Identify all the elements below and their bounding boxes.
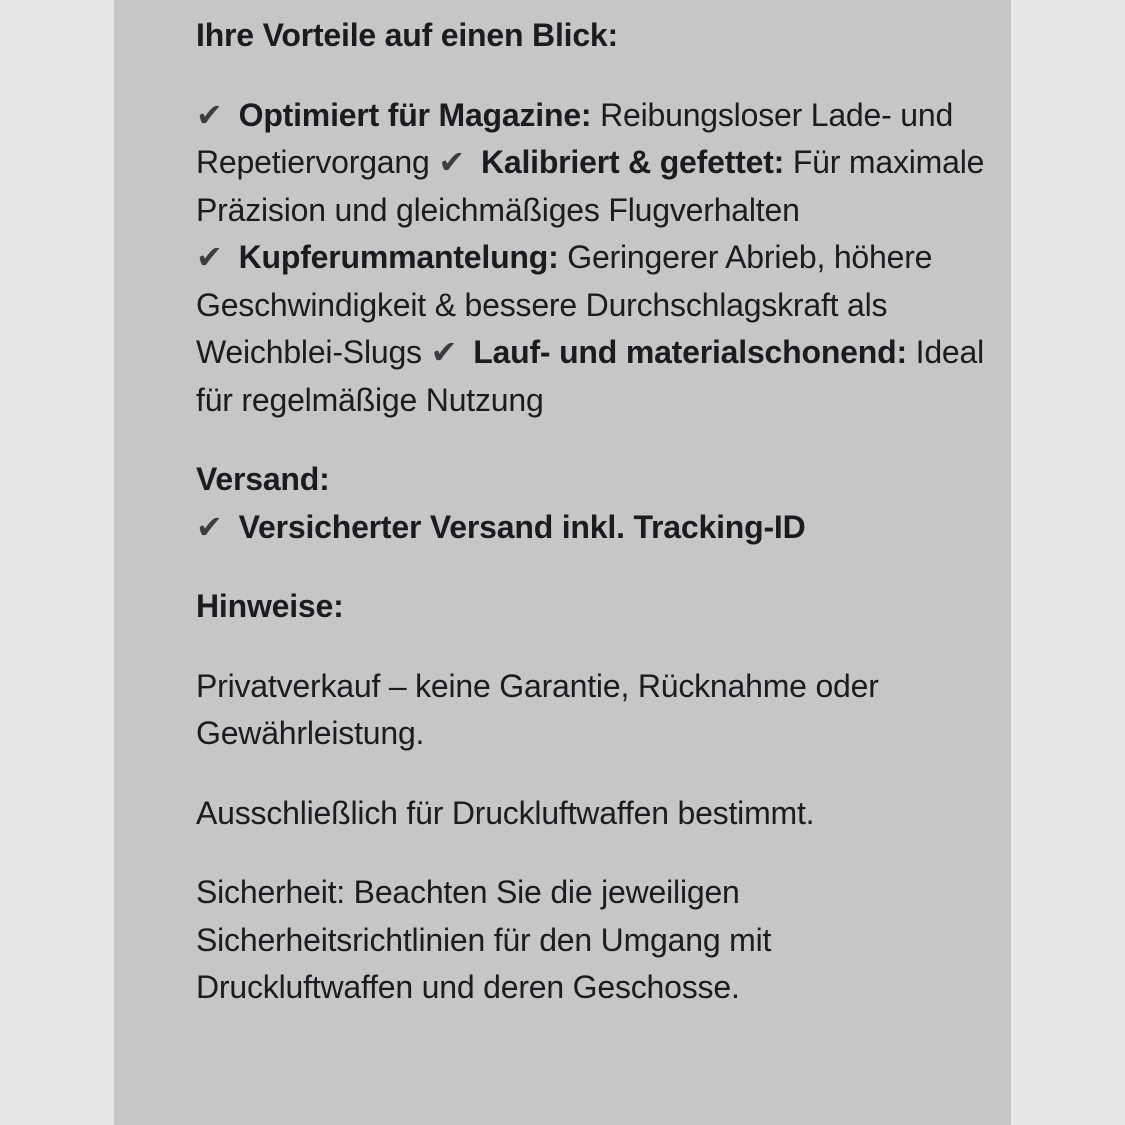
check-icon: ✔ [430,333,458,371]
benefit-text: Geringerer Abrieb, höhere Geschwindigkeit & bessere Durchschlagskraft als Weichblei-Slugs [196,239,933,370]
note-paragraph: Ausschließlich für Druckluftwaffen bestimmt. [196,794,815,831]
shipping-heading: Versand: [196,461,330,497]
notes-heading: Hinweise: [196,588,344,624]
shipping-item [196,504,992,552]
benefit-label: Lauf- und materialschonend: [473,334,907,370]
benefits-list [196,92,992,425]
benefits-heading: Ihre Vorteile auf einen Blick: [196,17,618,53]
benefit-text: Reibungsloser Lade- und Repetiervorgang [196,96,954,180]
note-paragraph: Sicherheit: Beachten Sie die jeweiligen Sicherheitsrichtlinien für den Umgang mit Druckluftwaffen und deren Geschosse. [196,874,772,1005]
check-icon: ✔ [196,95,223,134]
benefit-label: Optimiert für Magazine: [238,96,592,133]
benefit-label: Kupferummantelung: [238,239,559,275]
check-icon: ✔ [438,143,465,181]
check-icon: ✔ [196,507,223,546]
benefits-section [196,12,992,424]
notes-section [196,583,992,1012]
shipping-section [196,456,992,551]
check-icon: ✔ [196,238,223,276]
note-paragraph: Privatverkauf – keine Garantie, Rücknahme oder Gewährleistung. [196,667,879,751]
product-description [196,12,992,1012]
benefit-text: Für maximale Präzision und gleichmäßiges Flugverhalten [196,144,985,228]
shipping-label: Versicherter Versand inkl. Tracking-ID [238,508,806,545]
description-card [114,0,1011,1125]
benefit-text: Ideal für regelmäßige Nutzung [196,334,985,418]
benefit-label: Kalibriert & gefettet: [480,144,785,180]
